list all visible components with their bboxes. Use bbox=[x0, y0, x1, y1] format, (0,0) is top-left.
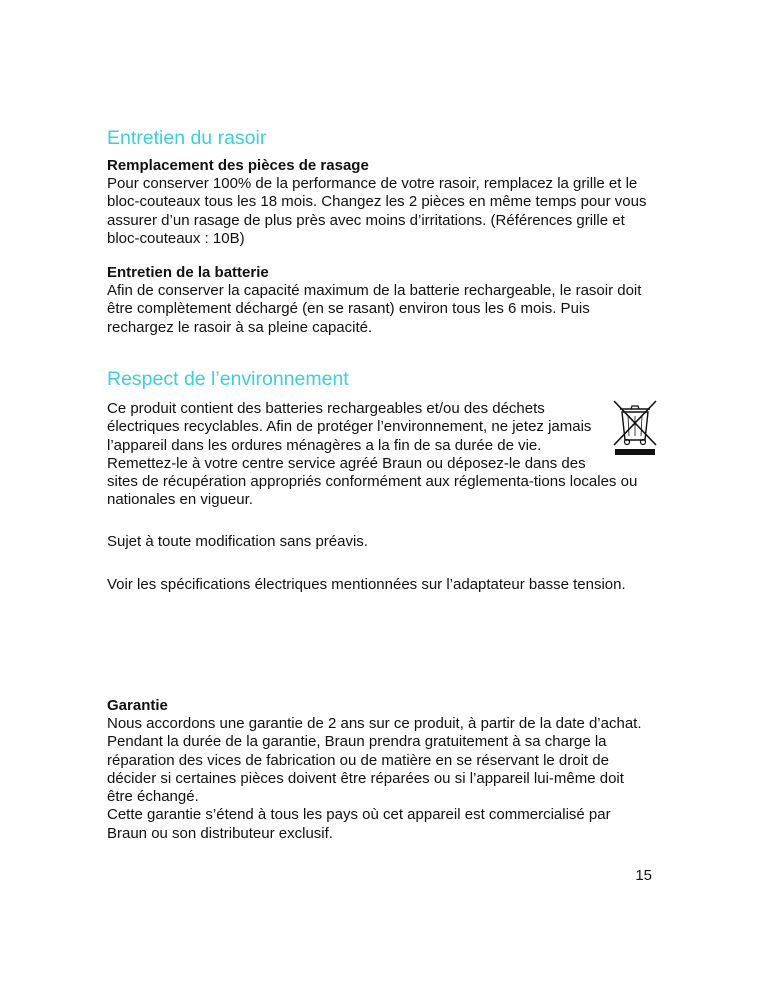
warranty-block bbox=[107, 697, 652, 843]
battery-care-heading: Entretien de la batterie bbox=[107, 264, 269, 281]
warranty-paragraph-2: Pendant la durée de la garantie, Braun prendra gratuitement à sa charge la réparation des vices de fabrication ou de matière en se réservant le droit de décider si certaines pièces doivent être réparées ou si l’appareil lui-même doit être échangé. bbox=[107, 733, 624, 806]
section-title-shaver-care: Entretien du rasoir bbox=[107, 127, 267, 149]
environment-text: Ce produit contient des batteries rechargeables et/ou des déchets électriques recyclables. Afin de protéger l’environnement, ne jetez jamais l’appareil dans les ordures ménagères a la fin de sa durée de vie. Remettez-le à votre centre service agréé Braun ou déposez-le dans des sites de récupération appropriés conformément aux réglementa-tions locales ou nationales en vigueur. bbox=[107, 400, 638, 509]
modification-notice: Sujet à toute modification sans préavis. bbox=[107, 533, 368, 550]
voltage-note: Voir les spécifications électriques mentionnées sur l’adaptateur basse tension. bbox=[107, 576, 626, 593]
warranty-paragraph-1: Nous accordons une garantie de 2 ans sur ce produit, à partir de la date d’achat. bbox=[107, 715, 642, 732]
battery-care-block bbox=[107, 264, 652, 337]
environment-block bbox=[107, 400, 652, 510]
parts-replacement-text: Pour conserver 100% de la performance de votre rasoir, remplacez la grille et le bloc-couteaux tous les 18 mois. Changez les 2 pièces en même temps pour vous assurer d’un rasage de plus près avec moins d’irritations. (Références grille et bloc-couteaux : 10B) bbox=[107, 175, 647, 247]
crossed-out-wheelie-bin-icon bbox=[610, 398, 660, 456]
parts-replacement-heading: Remplacement des pièces de rasage bbox=[107, 157, 369, 174]
page-number: 15 bbox=[635, 867, 652, 884]
battery-care-text: Afin de conserver la capacité maximum de la batterie rechargeable, le rasoir doit être complètement déchargé (en se rasant) environ tous les 6 mois. Puis rechargez le rasoir à sa pleine capacité. bbox=[107, 282, 642, 336]
parts-replacement-block bbox=[107, 157, 652, 248]
warranty-paragraph-3: Cette garantie s’étend à tous les pays où cet appareil est commercialisé par Braun ou son distributeur exclusif. bbox=[107, 806, 611, 842]
section-title-environment: Respect de l’environnement bbox=[107, 368, 349, 390]
warranty-heading: Garantie bbox=[107, 697, 168, 714]
